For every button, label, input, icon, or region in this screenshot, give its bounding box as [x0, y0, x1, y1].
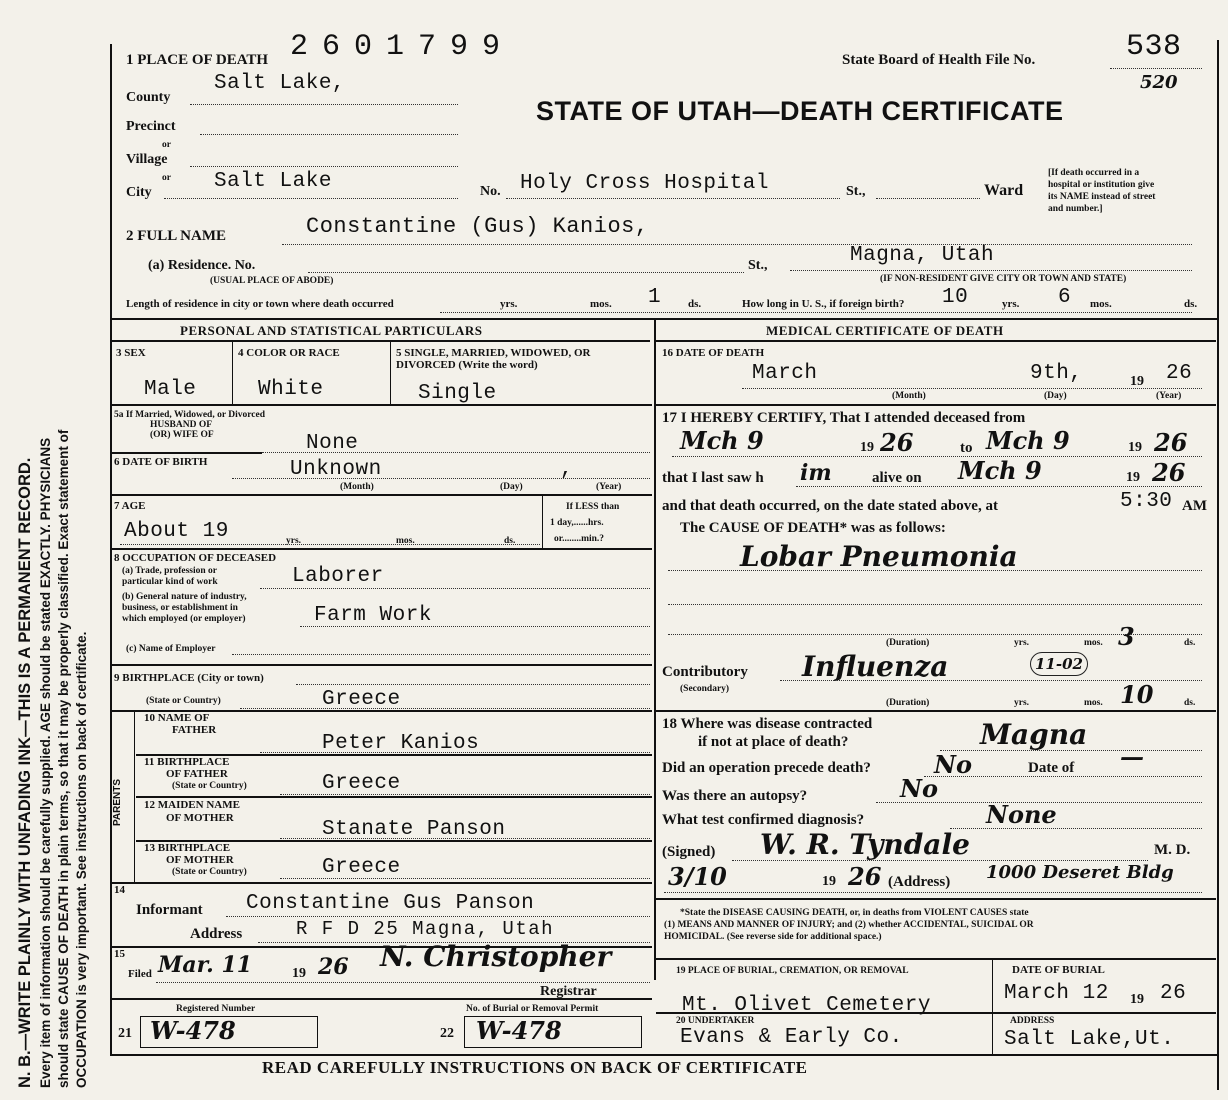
md-label: M. D.	[1154, 842, 1191, 858]
occupation-b-1: (b) General nature of industry,	[122, 592, 247, 602]
item-22-number: 22	[440, 1026, 454, 1041]
death-time-value: 5:30	[1120, 490, 1173, 513]
stamp-number: 2601799	[290, 30, 515, 64]
filed-year-value: 26	[318, 954, 349, 980]
age-value: About 19	[124, 520, 229, 543]
burial-place-label: 19 PLACE OF BURIAL, CREMATION, OR REMOVAL	[676, 966, 909, 976]
column-divider	[654, 318, 656, 980]
alive-on-label: alive on	[872, 470, 922, 486]
death-date-line	[742, 388, 1202, 389]
personal-header: PERSONAL AND STATISTICAL PARTICULARS	[180, 323, 483, 338]
operation-date-label: Date of	[1028, 760, 1075, 776]
contracted-label-1: 18 Where was disease contracted	[662, 716, 873, 732]
us-mos-label: mos.	[1090, 298, 1112, 310]
occurred-label: and that death occurred, on the date stated above, at	[662, 498, 998, 514]
last-saw-label: that I last saw h	[662, 470, 764, 486]
last-saw-him: im	[800, 460, 832, 486]
side-note-line2: Every item of information should be carefully supplied. AGE should be stated EXACTLY. PHYSICIANS	[38, 437, 53, 1088]
less-than-label: If LESS than	[566, 502, 620, 512]
duration-yrs-2: yrs.	[1014, 698, 1030, 708]
operation-value: No	[934, 750, 972, 779]
registrar-label: Registrar	[540, 984, 597, 999]
certify-label: 17 I HEREBY CERTIFY, That I attended deceased from	[662, 410, 1026, 426]
city-value: Salt Lake	[214, 170, 332, 193]
row-line-8	[112, 664, 652, 666]
sex-label: 3 SEX	[116, 347, 146, 359]
attended-from-value: Mch 9	[680, 426, 764, 455]
dob-label: 6 DATE OF BIRTH	[114, 456, 208, 468]
nonresident-note: (IF NON-RESIDENT GIVE CITY OR TOWN AND STATE)	[880, 274, 1127, 284]
county-label: County	[126, 90, 171, 105]
footnote-3: HOMICIDAL. (See reverse side for additional space.)	[664, 932, 882, 942]
residence-label: (a) Residence. No.	[148, 258, 256, 273]
city-label: City	[126, 185, 152, 200]
time-in-us-label: How long in U. S., if foreign birth?	[742, 298, 905, 310]
street-no-line	[506, 198, 840, 199]
last-saw-value: Mch 9	[958, 456, 1042, 485]
test-line	[950, 828, 1202, 829]
employer-label: (c) Name of Employer	[126, 644, 216, 654]
informant-value: Constantine Gus Panson	[246, 892, 535, 915]
village-label: Village	[126, 152, 168, 167]
birthplace-city-line	[296, 684, 650, 685]
color-label: 4 COLOR OR RACE	[238, 347, 340, 359]
precinct-label: Precinct	[126, 119, 176, 134]
undertaker-value: Evans & Early Co.	[680, 1026, 903, 1049]
side-note-line4: OCCUPATION is very important. See instructions on back of certificate.	[74, 631, 89, 1088]
operation-label: Did an operation precede death?	[662, 760, 871, 776]
length-yrs-label: yrs.	[500, 298, 518, 310]
autopsy-label: Was there an autopsy?	[662, 788, 808, 804]
physician-address-label: (Address)	[888, 874, 951, 890]
age-line	[120, 544, 540, 545]
last-saw-19: 19	[1126, 470, 1140, 485]
hospital-note-4: and number.]	[1048, 204, 1103, 214]
age-ds-label: ds.	[504, 536, 516, 546]
filed-value: Mar. 11	[158, 952, 253, 978]
occupation-label: 8 OCCUPATION OF DECEASED	[114, 552, 277, 564]
ward-label: Ward	[984, 182, 1024, 199]
industry-line	[300, 626, 650, 627]
residence-street-label: St.,	[748, 258, 768, 273]
spouse-line	[262, 452, 650, 453]
us-yrs-label: yrs.	[1002, 298, 1020, 310]
informant-address-value: R F D 25 Magna, Utah	[296, 918, 555, 940]
occupation-b-2: business, or establishment in	[122, 603, 238, 613]
certificate-title: STATE OF UTAH—DEATH CERTIFICATE	[536, 96, 1064, 126]
physician-signature: W. R. Tyndale	[760, 828, 970, 861]
age-divider	[542, 496, 543, 548]
death-day-label: (Day)	[1044, 391, 1067, 401]
last-saw-year: 26	[1152, 458, 1186, 487]
undertaker-address-label: ADDRESS	[1010, 1016, 1055, 1026]
row-line-5a	[112, 452, 262, 454]
attended-to-label: to	[960, 440, 973, 456]
cause-label: The CAUSE OF DEATH* was as follows:	[680, 520, 946, 536]
row-line-15	[112, 998, 652, 1000]
dob-line	[232, 478, 650, 479]
contributory-code: 11-02	[1030, 652, 1088, 676]
registered-number-label: Registered Number	[176, 1004, 256, 1014]
side-note-line1: N. B.—WRITE PLAINLY WITH UNFADING INK—THIS IS A PERMANENT RECORD.	[16, 457, 34, 1088]
occupation-b-3: which employed (or employer)	[122, 614, 246, 624]
marital-value: Single	[418, 382, 497, 405]
sex-divider	[232, 342, 233, 404]
file-number-label: State Board of Health File No.	[842, 52, 1036, 68]
parents-label: PARENTS	[112, 778, 123, 826]
father-bp-line	[280, 794, 650, 795]
father-bp-label-2: OF FATHER	[166, 768, 228, 780]
dob-year-label: (Year)	[596, 482, 622, 492]
length-residence-label: Length of residence in city or town where death occurred	[126, 298, 394, 310]
burial-date-value: March 12	[1004, 982, 1109, 1005]
hospital-note-1: [If death occurred in a	[1048, 168, 1140, 178]
item-15-number: 15	[114, 948, 125, 960]
duration-label-2: (Duration)	[886, 698, 930, 708]
burial-permit-value: W-478	[476, 1016, 562, 1045]
burial-year-value: 26	[1160, 982, 1187, 1005]
address-line	[664, 892, 1202, 893]
county-line	[190, 104, 458, 105]
duration-value-1: 3	[1118, 622, 1135, 651]
dob-value: Unknown	[290, 458, 382, 481]
right-row-line-18	[656, 898, 1216, 900]
or-label-2: or	[162, 173, 171, 183]
duration-ds-2: ds.	[1184, 698, 1196, 708]
undertaker-label: 20 UNDERTAKER	[676, 1016, 755, 1026]
filed-label: Filed	[128, 968, 152, 980]
precinct-line	[200, 134, 458, 135]
spouse-label-3: (OR) WIFE OF	[150, 430, 214, 440]
hospital-note-3: its NAME instead of street	[1048, 192, 1156, 202]
row-line-11	[136, 796, 652, 798]
registered-number-value: W-478	[150, 1016, 236, 1045]
residence-line	[308, 272, 744, 273]
mother-line	[280, 838, 650, 839]
marital-label: 5 SINGLE, MARRIED, WIDOWED, OR DIVORCED (Write the word)	[396, 347, 591, 371]
item-21-number: 21	[118, 1026, 132, 1041]
spouse-label-2: HUSBAND OF	[150, 420, 213, 430]
contributory-value: Influenza	[802, 650, 949, 683]
cause-value: Lobar Pneumonia	[740, 540, 1018, 573]
informant-address-label: Address	[190, 926, 243, 942]
father-line	[260, 752, 650, 753]
mother-label-2: OF MOTHER	[166, 812, 234, 824]
birthplace-state-label: (State or Country)	[146, 696, 221, 706]
usual-place-note: (USUAL PLACE OF ABODE)	[210, 276, 334, 286]
age-mos-label: mos.	[396, 536, 415, 546]
outer-right-border	[1217, 40, 1219, 1090]
father-label-1: 10 NAME OF	[144, 712, 210, 724]
hospital-note-2: hospital or institution give	[1048, 180, 1155, 190]
duration-mos-1: mos.	[1084, 638, 1103, 648]
city-line	[164, 198, 458, 199]
occupation-line	[260, 588, 650, 589]
us-mos-value: 6	[1058, 286, 1072, 309]
attended-to-19: 19	[1128, 440, 1142, 455]
physician-address-value: 1000 Deseret Bldg	[986, 862, 1174, 883]
spouse-label-1: 5a If Married, Widowed, or Divorced	[114, 410, 266, 420]
sex-value: Male	[144, 378, 197, 401]
header-underline-right	[656, 340, 1216, 342]
father-label-2: FATHER	[172, 724, 217, 736]
or-label-1: or	[162, 140, 171, 150]
file-number-line	[1110, 68, 1202, 69]
item-14-number: 14	[114, 884, 125, 896]
signed-year-value: 26	[848, 862, 882, 891]
death-time-suffix: AM	[1182, 498, 1207, 514]
signed-line	[732, 860, 1148, 861]
us-ds-label: ds.	[1184, 298, 1198, 310]
street-label: St.,	[846, 184, 866, 199]
burial-date-label: DATE OF BURIAL	[1012, 964, 1105, 976]
birthplace-label: 9 BIRTHPLACE (City or town)	[114, 672, 264, 684]
full-name-value: Constantine (Gus) Kanios,	[306, 214, 649, 239]
footnote-2: (1) MEANS AND MANNER OF INJURY; and (2) whether ACCIDENTAL, SUICIDAL OR	[664, 920, 1034, 930]
death-year-label: (Year)	[1156, 391, 1182, 401]
right-row-line-16	[656, 404, 1216, 406]
occupation-a-1: (a) Trade, profession or	[122, 566, 217, 576]
death-day-value: 9th,	[1030, 362, 1083, 385]
contracted-label-2: if not at place of death?	[698, 734, 849, 750]
footer-instructions: READ CAREFULLY INSTRUCTIONS ON BACK OF CERTIFICATE	[262, 1058, 808, 1077]
cause-line-1	[668, 570, 1202, 571]
cause-line-2	[668, 604, 1202, 605]
residence-city-value: Magna, Utah	[850, 244, 995, 267]
header-underline-left	[112, 340, 650, 342]
row-line-6	[112, 494, 652, 496]
age-label: 7 AGE	[114, 500, 146, 512]
duration-mos-2: mos.	[1084, 698, 1103, 708]
mother-birthplace-value: Greece	[322, 856, 401, 879]
right-row-line-17	[656, 710, 1216, 712]
or-min-label: or........min.?	[554, 534, 605, 544]
informant-line	[226, 916, 650, 917]
parents-divider	[134, 712, 135, 882]
informant-label: Informant	[136, 902, 203, 918]
secondary-label: (Secondary)	[680, 684, 730, 694]
attended-to-value: Mch 9	[986, 426, 1070, 455]
color-divider	[390, 342, 391, 404]
attended-to-year: 26	[1154, 428, 1188, 457]
file-number-alt: 520	[1140, 72, 1178, 93]
street-no-value: Holy Cross Hospital	[520, 172, 769, 195]
date-of-death-label: 16 DATE OF DEATH	[662, 347, 765, 359]
undertaker-address-value: Salt Lake,Ut.	[1004, 1028, 1175, 1051]
burial-place-value: Mt. Olivet Cemetery	[682, 994, 931, 1017]
father-birthplace-value: Greece	[322, 772, 401, 795]
dob-day-label: (Day)	[500, 482, 523, 492]
medical-header: MEDICAL CERTIFICATE OF DEATH	[766, 323, 1004, 338]
file-number: 538	[1126, 30, 1182, 64]
place-of-death-label: 1 PLACE OF DEATH	[126, 52, 269, 68]
street-no-label: No.	[480, 184, 501, 199]
mother-label-1: 12 MAIDEN NAME	[144, 799, 240, 811]
contributory-label: Contributory	[662, 664, 748, 680]
dob-month-label: (Month)	[340, 482, 374, 492]
row-line-3	[112, 404, 652, 406]
county-value: Salt Lake,	[214, 72, 346, 95]
autopsy-value: No	[900, 774, 938, 803]
attended-from-year: 26	[880, 428, 914, 457]
last-saw-line	[796, 486, 1202, 487]
us-yrs-value: 10	[942, 286, 969, 309]
employer-line	[232, 654, 650, 655]
occupation-value: Laborer	[292, 565, 384, 588]
mother-bp-label-3: (State or Country)	[172, 867, 247, 877]
operation-date-dash: —	[1120, 742, 1144, 771]
duration-ds-1: ds.	[1184, 638, 1196, 648]
length-mos-label: mos.	[590, 298, 612, 310]
age-yrs-label: yrs.	[286, 536, 302, 546]
spouse-value: None	[306, 432, 359, 455]
residence-city-line	[790, 270, 1192, 271]
duration-yrs-1: yrs.	[1014, 638, 1030, 648]
test-label: What test confirmed diagnosis?	[662, 812, 865, 828]
birthplace-line	[240, 708, 650, 709]
full-name-label: 2 FULL NAME	[126, 228, 227, 244]
occupation-a-2: particular kind of work	[122, 577, 218, 587]
operation-line	[924, 776, 1202, 777]
street-line	[876, 198, 980, 199]
birthplace-value: Greece	[322, 688, 401, 711]
footnote-1: *State the DISEASE CAUSING DEATH, or, in deaths from VIOLENT CAUSES state	[680, 908, 1029, 918]
mother-value: Stanate Panson	[322, 818, 506, 841]
mother-bp-line	[280, 878, 650, 879]
section-top-line	[110, 318, 1218, 320]
outer-bottom-border	[110, 1054, 1218, 1056]
side-note-line3: should state CAUSE OF DEATH in plain terms, so that it may be properly classified. Exact statement of	[56, 429, 71, 1088]
contracted-value: Magna	[980, 718, 1088, 751]
registrar-signature: N. Christopher	[380, 940, 612, 973]
contracted-line	[940, 750, 1202, 751]
color-value: White	[258, 378, 324, 401]
duration-value-2: 10	[1120, 680, 1154, 709]
industry-value: Farm Work	[314, 604, 432, 627]
mother-bp-label-2: OF MOTHER	[166, 854, 234, 866]
right-row-line-19	[656, 958, 1216, 960]
father-value: Peter Kanios	[322, 732, 480, 755]
attended-from-19: 19	[860, 440, 874, 455]
mother-bp-label-1: 13 BIRTHPLACE	[144, 842, 231, 854]
test-value: None	[986, 800, 1057, 829]
right-row-line-20	[656, 1012, 1216, 1014]
row-line-7	[112, 548, 652, 550]
duration-label-1: (Duration)	[886, 638, 930, 648]
length-ds-label: ds.	[688, 298, 702, 310]
filed-line	[156, 982, 650, 983]
burial-date-divider	[992, 958, 993, 1054]
day-hrs-label: 1 day,......hrs.	[550, 518, 604, 528]
full-name-line	[282, 244, 1192, 245]
father-bp-label-1: 11 BIRTHPLACE	[144, 756, 230, 768]
father-bp-label-3: (State or Country)	[172, 781, 247, 791]
row-line-13	[112, 882, 652, 884]
signed-19-label: 19	[822, 874, 836, 889]
death-year-value: 26	[1166, 362, 1193, 385]
signed-date-value: 3/10	[668, 862, 727, 891]
death-19-label: 19	[1130, 374, 1144, 389]
death-month-value: March	[752, 362, 818, 385]
dob-comma: ,	[560, 458, 574, 481]
burial-permit-label: No. of Burial or Removal Permit	[466, 1004, 599, 1014]
burial-19-label: 19	[1130, 992, 1144, 1007]
filed-19-label: 19	[292, 966, 306, 981]
death-month-label: (Month)	[892, 391, 926, 401]
signed-label: (Signed)	[662, 844, 716, 860]
attended-line	[672, 456, 1202, 457]
village-line	[190, 166, 458, 167]
length-mos-value: 1	[648, 286, 662, 309]
length-line	[440, 312, 1192, 313]
